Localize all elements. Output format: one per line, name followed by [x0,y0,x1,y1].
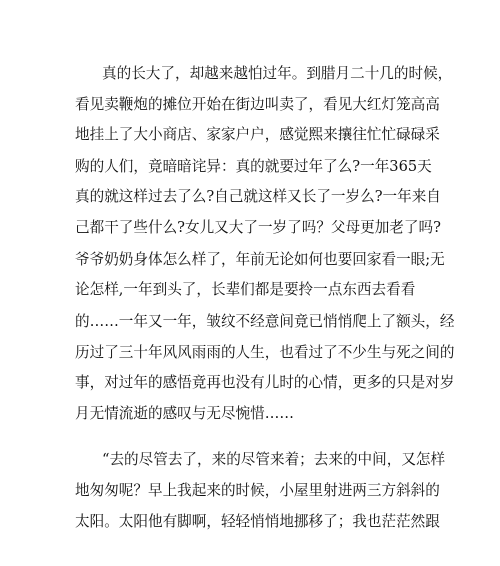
paragraph-1-line-4: 购的人们，竟暗暗诧异：真的就要过年了么?一年365天 [75,158,432,175]
paragraph-1-line-5: 真的就这样过去了么?自己就这样又长了一岁么?一年来自 [75,188,441,205]
paragraph-1-line-1: 真的长大了，却越来越怕过年。到腊月二十几的时候， [102,65,453,82]
paragraph-2-line-2: 地匆匆呢？早上我起来的时候，小屋里射进两三方斜斜的 [75,482,440,499]
paragraph-1-line-7: 爷爷奶奶身体怎么样了，年前无论如何也要回家看一眼;无 [75,251,445,268]
paragraph-1-line-3: 地挂上了大小商店、家家户户，感觉熙来攘往忙忙碌碌采 [75,126,440,143]
paragraph-1-line-12: 月无情流逝的感叹与无尽惋惜…… [75,405,294,422]
paragraph-2-line-1: “去的尽管去了，来的尽管来着；去来的中间，又怎样 [102,451,446,468]
paragraph-1-line-8: 论怎样,一年到头了，长辈们都是要拎一点东西去看看 [75,281,416,298]
paragraph-2-line-3: 太阳。太阳他有脚啊，轻轻悄悄地挪移了；我也茫茫然跟 [75,513,440,530]
paragraph-1-line-6: 己都干了些什么?女儿又大了一岁了吗？父母更加老了吗? [75,219,441,236]
paragraph-1-line-2: 看见卖鞭炮的摊位开始在街边叫卖了，看见大红灯笼高高 [75,96,440,113]
paragraph-1-line-9: 的……一年又一年，皱纹不经意间竟已悄悄爬上了额头，经 [75,313,455,330]
paragraph-1-line-10: 历过了三十年风风雨雨的人生，也看过了不少生与死之间的 [75,344,455,361]
paragraph-1-line-11: 事，对过年的感悟竟再也没有儿时的心情，更多的只是对岁 [75,374,455,391]
